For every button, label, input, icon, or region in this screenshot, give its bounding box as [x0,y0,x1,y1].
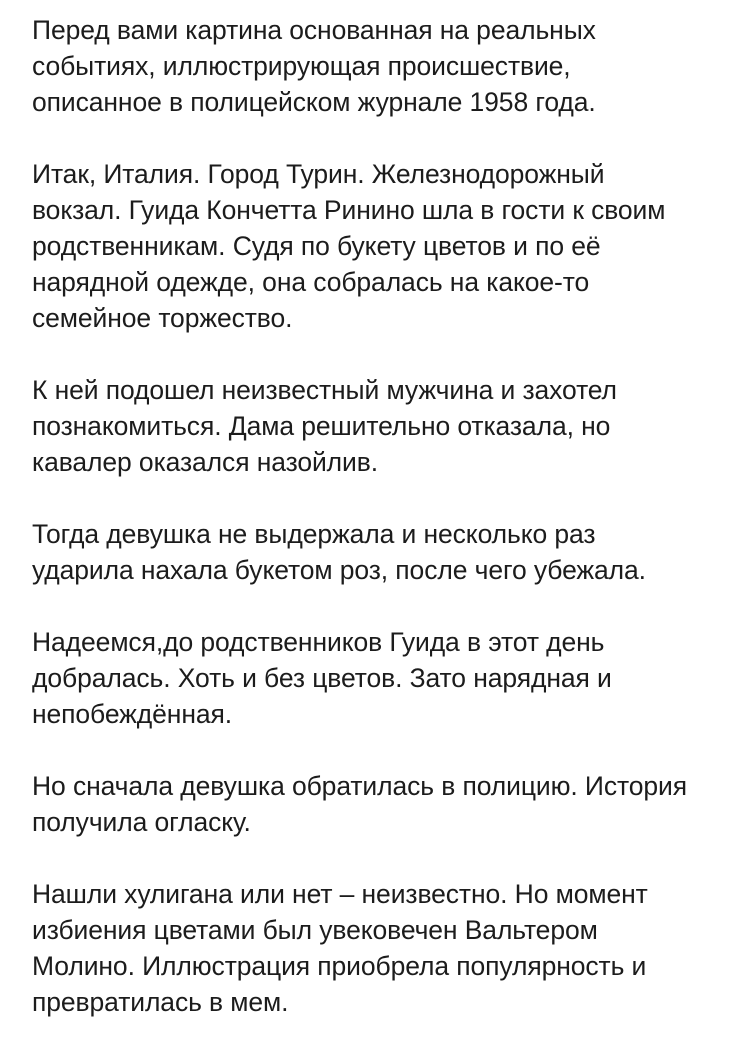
text-line: Итак, Италия. Город Турин. Железнодорожный [32,159,605,189]
text-line: Перед вами картина основанная на реальных [32,15,596,45]
text-line: родственникам. Судя по букету цветов и по её [32,231,601,261]
text-line: Надеемся,до родственников Гуида в этот день [32,627,605,657]
text-line: получила огласку. [32,807,251,837]
text-line: Нашли хулигана или нет – неизвестно. Но момент [32,879,648,909]
text-line: событиях, иллюстрирующая происшествие, [32,51,571,81]
text-line: превратилась в мем. [32,987,289,1017]
text-line: Молино. Иллюстрация приобрела популярность и [32,951,647,981]
paragraph-intro [32,12,748,120]
paragraph-hope [32,624,748,732]
text-line: добралась. Хоть и без цветов. Зато нарядная и [32,663,612,693]
text-line: Тогда девушка не выдержала и несколько раз [32,519,596,549]
text-line: кавалер оказался назойлив. [32,447,378,477]
text-line: непобеждённая. [32,699,233,729]
text-line: К ней подошел неизвестный мужчина и захотел [32,375,617,405]
text-line: Но сначала девушка обратилась в полицию. История [32,771,687,801]
paragraph-setting [32,156,748,336]
text-line: ударила нахала букетом роз, после чего убежала. [32,555,646,585]
text-line: семейное торжество. [32,303,293,333]
paragraph-encounter [32,372,748,480]
paragraph-reaction [32,516,748,588]
text-line: описанное в полицейском журнале 1958 года. [32,87,596,117]
paragraph-police [32,768,748,840]
text-line: избиения цветами был увековечен Вальтером [32,915,598,945]
article-body [32,12,748,1056]
text-line: вокзал. Гуида Кончетта Ринино шла в гости к своим [32,195,666,225]
text-line: познакомиться. Дама решительно отказала, но [32,411,611,441]
text-line: нарядной одежде, она собралась на какое-то [32,267,590,297]
paragraph-conclusion [32,876,748,1020]
